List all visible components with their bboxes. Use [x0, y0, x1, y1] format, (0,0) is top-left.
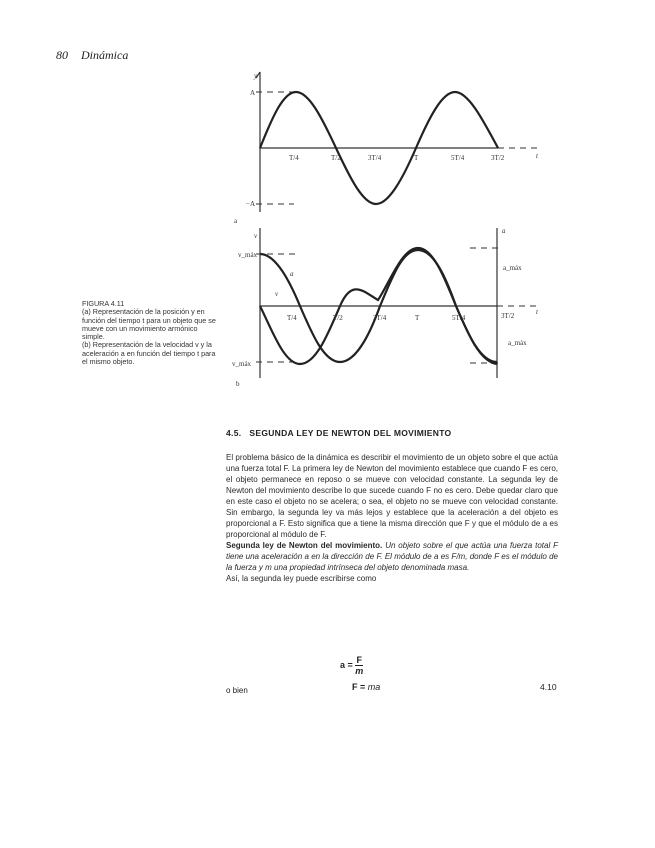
formula1-fraction	[355, 655, 363, 676]
formula1-numerator: F	[356, 655, 363, 665]
caption-part-b: (b) Representación de la velocidad v y la aceleración a en función del tiempo t para el mismo objeto.	[82, 340, 216, 367]
panel-a-y-label: y	[254, 72, 258, 80]
section-number: 4.5.	[226, 428, 242, 438]
panel-a	[234, 72, 540, 225]
law-text: Un objeto sobre el que actúa una fuerza total F tiene una aceleración a en la dirección de F. El módulo de a es F/m, donde F es el módulo de la fuerza y m una propiedad intrínseca del objeto denominada masa.	[226, 541, 558, 572]
panel-b-vmax-label: v_máx	[238, 251, 258, 259]
section-heading	[226, 428, 451, 438]
panel-b-tick-3: 3T/4	[373, 314, 387, 322]
formula-f-equals-ma	[352, 682, 380, 692]
law-statement	[226, 540, 558, 573]
panel-a-x-label: t	[536, 152, 538, 160]
running-title: Dinámica	[81, 48, 129, 62]
panel-b-tick-2: T/2	[333, 314, 343, 322]
formula2-lhs: F =	[352, 682, 366, 692]
panel-b-amax-label: a_máx	[503, 264, 522, 272]
page-number: 80	[56, 48, 68, 62]
law-title: Segunda ley de Newton del movimiento.	[226, 541, 383, 550]
panel-b-a-axis-label: a	[502, 227, 506, 235]
panel-a-tick-2: T/2	[331, 154, 341, 162]
panel-b-x-label: t	[536, 308, 538, 316]
formula2-rhs: ma	[367, 682, 381, 692]
panel-b	[232, 227, 540, 388]
panel-a-amp-label: A	[250, 89, 256, 97]
panel-b-v-axis-label: v	[254, 232, 258, 240]
caption-part-a: (a) Representación de la posición y en función del tiempo t para un objeto que se mueve con un movimiento armónico simple.	[82, 307, 216, 342]
closing-sentence: Así, la segunda ley puede escribirse como	[226, 574, 377, 583]
section-body	[226, 452, 558, 584]
formula1-denominator: m	[355, 666, 364, 676]
panel-b-tick-1: T/4	[287, 314, 297, 322]
caption-title: FIGURA 4.11	[82, 299, 125, 308]
panel-a-tick-3: 3T/4	[368, 154, 382, 162]
connector-text: o bien	[226, 686, 248, 695]
figure-caption	[82, 300, 222, 366]
panel-a-label: a	[234, 217, 238, 225]
panel-a-tick-1: T/4	[289, 154, 299, 162]
panel-a-tick-6: 3T/2	[491, 154, 505, 162]
body-paragraph: El problema básico de la dinámica es describir el movimiento de un objeto sobre el que actúa una fuerza total F. La primera ley de Newton del movimiento establece que cuando F es cero, el objeto permanece en reposo o se mueve con velocidad constante. La segunda ley de Newton del movimiento describe lo que sucede cuando F no es cero. Debe quedar claro que en este caso el objeto no se acelera; o sea, el objeto no se mueve con velocidad constante. Sin embargo, la segunda ley va más lejos y establece que la aceleración a del objeto es proporcional a F. Esto significa que a tiene la misma dirección que F y que el módulo de a es proporcional al módulo de F.	[226, 453, 558, 539]
panel-a-tick-4: T	[414, 154, 419, 162]
panel-b-tick-6: 3T/2	[501, 312, 515, 320]
panel-b-tick-5: 5T/4	[452, 314, 466, 322]
panel-a-neg-amp-label: −A	[246, 200, 256, 208]
panel-b-curve-a-label: a	[290, 270, 294, 278]
equation-number: 4.10	[540, 682, 557, 692]
panel-b-vneg-label: v_máx	[232, 360, 252, 368]
formula-a-equals-f-over-m	[340, 655, 363, 676]
panel-b-tick-4: T	[415, 314, 420, 322]
panel-b-curve-v-label: v	[275, 290, 279, 298]
panel-b-label: b	[236, 380, 240, 388]
panel-a-tick-5: 5T/4	[451, 154, 465, 162]
panel-b-aneg-label: a_máx	[508, 339, 527, 347]
formula1-lhs: a =	[340, 659, 353, 670]
section-title: SEGUNDA LEY DE NEWTON DEL MOVIMIENTO	[249, 428, 452, 438]
